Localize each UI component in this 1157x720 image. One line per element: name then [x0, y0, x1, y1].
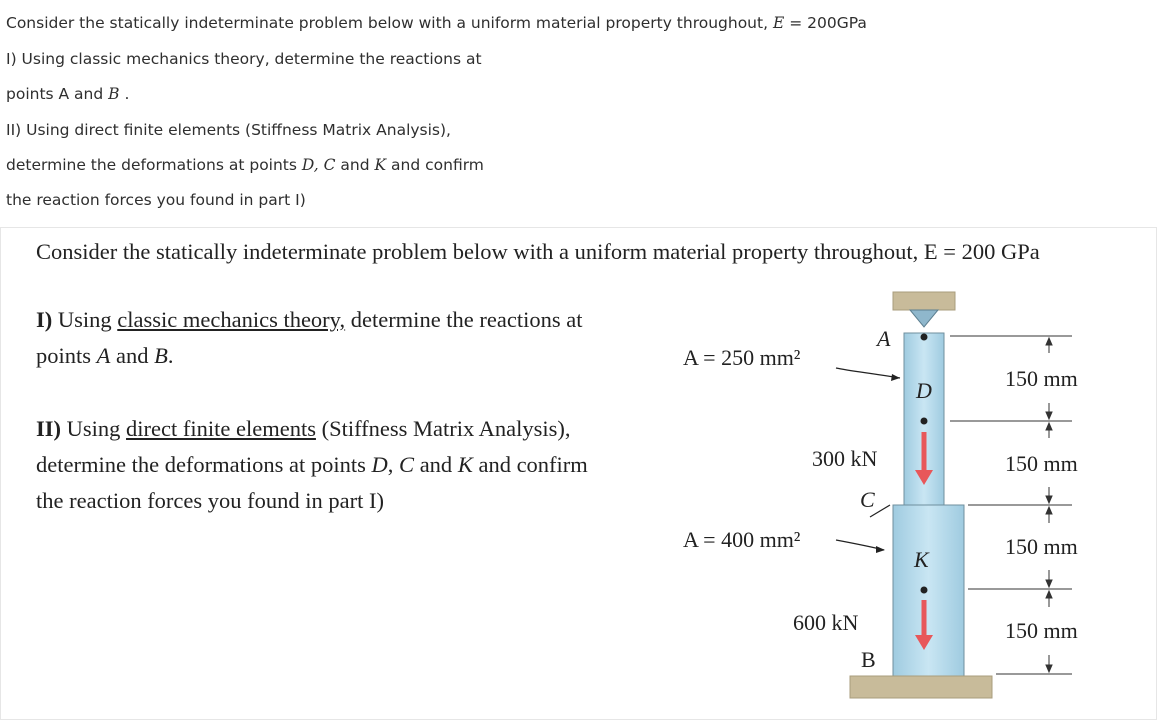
part2-and: and	[414, 452, 458, 477]
part2-comma: ,	[387, 452, 400, 477]
prompt-line-2: I) Using classic mechanics theory, determine the reactions at	[6, 50, 482, 68]
label-area-top: A = 250 mm²	[683, 345, 801, 370]
part2-text-b: (Stiffness Matrix Analysis),	[315, 416, 571, 441]
label-point-b: B	[861, 647, 876, 672]
prompt-e-symbol: E	[772, 14, 785, 32]
prompt-line-1-text: Consider the statically indeterminate problem below with a uniform material property throughout,	[6, 14, 773, 32]
part1-prefix: I)	[36, 307, 53, 332]
label-point-k: K	[914, 547, 929, 572]
dim-label-2: 150 mm	[1005, 451, 1078, 476]
part2-prefix: II)	[36, 416, 62, 441]
prompt-line-4: II) Using direct finite elements (Stiffness Matrix Analysis),	[6, 121, 451, 139]
prompt-line-3-end: .	[119, 85, 130, 103]
prompt-e-value: = 200GPa	[784, 14, 867, 32]
prompt-b-symbol: B	[108, 85, 120, 103]
area-bottom-leader-head	[876, 546, 885, 553]
part1-underlined: classic mechanics theory,	[117, 307, 346, 332]
part1-and: and	[110, 343, 155, 368]
dim-label-3: 150 mm	[1005, 534, 1078, 559]
prompt-line-3	[6, 85, 129, 103]
part1-point-b: B	[154, 343, 168, 368]
part1-period: .	[167, 343, 174, 368]
label-area-bottom: A = 400 mm²	[683, 527, 801, 552]
point-d-dot	[921, 418, 928, 425]
part1-text-b: determine the reactions at	[345, 307, 583, 332]
part2-underlined: direct finite elements	[126, 416, 316, 441]
prompt-line-3-text: points A and	[6, 85, 109, 103]
part2-points: determine the deformations at points	[36, 452, 372, 477]
prompt-and: and	[335, 156, 375, 174]
area-top-leader-head	[891, 374, 900, 381]
part1-point-a: A	[96, 343, 111, 368]
prompt-points-dc: D, C	[301, 156, 336, 174]
label-load-d: 300 kN	[812, 446, 878, 471]
prompt-line-6: the reaction forces you found in part I)	[6, 191, 306, 209]
top-support	[893, 292, 955, 310]
point-a-dot	[921, 334, 928, 341]
dim-label-1: 150 mm	[1005, 366, 1078, 391]
bottom-support	[850, 676, 992, 698]
prompt-line-5	[6, 156, 484, 174]
bar-figure	[0, 227, 1157, 720]
bar-lower-segment	[893, 505, 964, 676]
prompt-line-5-text: determine the deformations at points	[6, 156, 302, 174]
part1-text-a: Using	[52, 307, 118, 332]
top-pin	[910, 310, 938, 327]
part2-point-c: C	[399, 452, 415, 477]
prompt-line-1	[6, 14, 867, 32]
area-top-leader	[836, 368, 900, 378]
problem-headline: Consider the statically indeterminate problem below with a uniform material property throughout, E = 200 GPa	[36, 239, 1040, 264]
point-k-dot	[921, 587, 928, 594]
prompt-line-5-end: and confirm	[386, 156, 484, 174]
label-point-c: C	[860, 487, 875, 512]
part2-confirm: and confirm	[472, 452, 588, 477]
problem-image	[0, 227, 1157, 720]
prompt-point-k: K	[374, 156, 387, 174]
part2-text-a: Using	[61, 416, 127, 441]
label-point-d: D	[916, 378, 932, 403]
part2-point-d: D	[371, 452, 388, 477]
dim-label-4: 150 mm	[1005, 618, 1078, 643]
part1-points: points	[36, 343, 97, 368]
label-load-k: 600 kN	[793, 610, 859, 635]
label-point-a: A	[877, 326, 891, 351]
part2-line-3: the reaction forces you found in part I)	[36, 488, 384, 513]
part2-point-k: K	[457, 452, 473, 477]
